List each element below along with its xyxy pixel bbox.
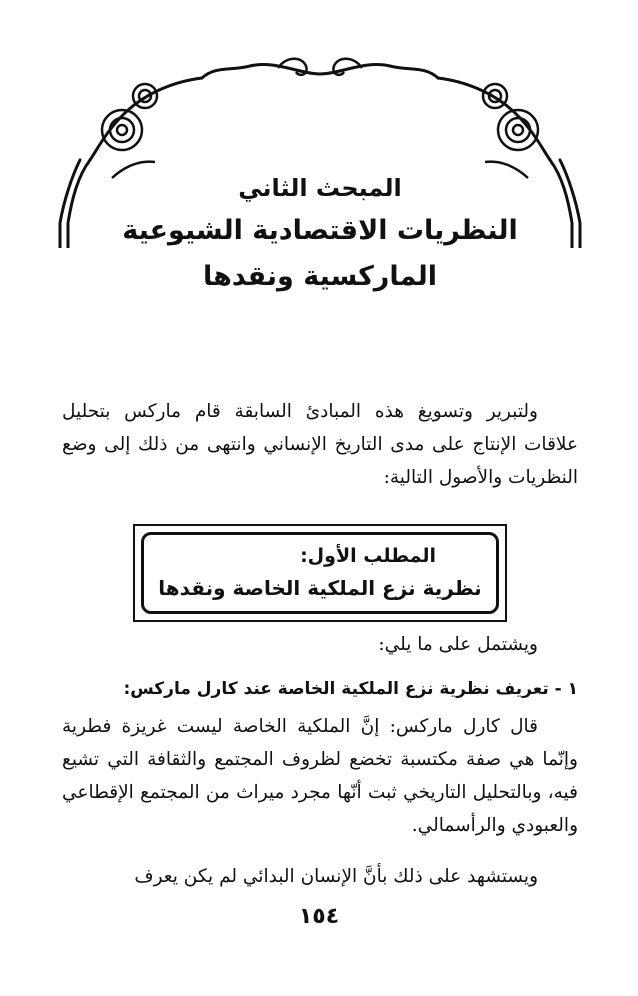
section-box-inner: [141, 532, 499, 614]
section-title: نظرية نزع الملكية الخاصة ونقدها: [158, 576, 482, 600]
last-paragraph: ويستشهد على ذلك بأنَّ الإنسان البدائي لم يكن يعرف: [134, 866, 538, 887]
subheading: ١ - تعريف نظرية نزع الملكية الخاصة عند كارل ماركس:: [123, 679, 578, 699]
section-label: المطلب الأول:: [300, 545, 436, 567]
chapter-heading: [100, 168, 540, 300]
intro-paragraph: ولتبرير وتسويغ هذه المبادئ السابقة قام ماركس بتحليل علاقات الإنتاج على مدى التاريخ الإنساني وانتهى من ذلك إلى وضع النظريات والأصول التالية:: [62, 401, 578, 488]
chapter-title-line-1: النظريات الاقتصادية الشيوعية: [122, 215, 518, 246]
page-number: ١٥٤: [298, 904, 340, 929]
includes-text: ويشتمل على ما يلي:: [378, 634, 538, 655]
section-box: [133, 524, 507, 622]
chapter-title-line-2: الماركسية ونقدها: [203, 261, 437, 292]
section-number-heading: المبحث الثاني: [238, 174, 402, 202]
body-paragraph: قال كارل ماركس: إنَّ الملكية الخاصة ليست غريزة فطرية وإنّما هي صفة مكتسبة تخضع لظروف المجتمع والثقافة التي تشيع فيه، وبالتحليل التاريخي ثبت أنّها مجرد ميراث من المجتمع الإقطاعي والعبودي والرأسمالي.: [62, 716, 578, 836]
